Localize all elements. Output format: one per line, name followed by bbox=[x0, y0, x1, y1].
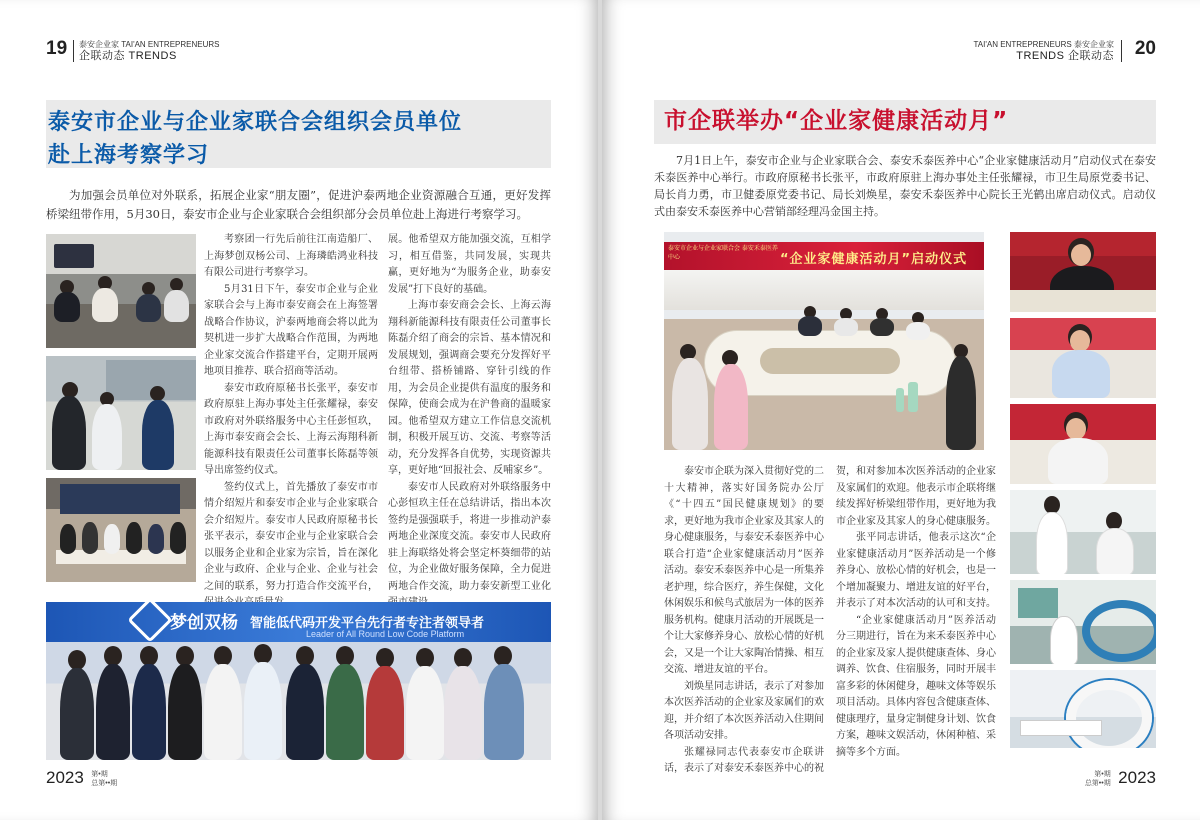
section-name: TRENDS 企联动态 bbox=[1016, 50, 1114, 62]
paragraph: 5月31日下午，泰安市企业与企业家联合会与上海市泰安商会在上海签署战略合作协议，沪泰两地商会将以此为契机进一步扩大战略合作范围，为两地企业家交流合作搭建平台，定期开展两地项目推荐、联合招商等活动。 bbox=[204, 283, 378, 377]
paragraph: “企业家健康活动月”医养活动分三期进行，旨在为来禾泰医养中心的企业家及家人提供健康查体、身心调养、饮食、住宿服务，同时开展丰富多彩的休闲健身，趣味文体等娱乐项目活动。具体内容包含健康查体、健康理疗，量身定制健身计划、饮食方案，趣味文娱活动，休闲种植、采摘等多个方面。 bbox=[836, 614, 996, 758]
page-number: 20 bbox=[1134, 38, 1156, 59]
right-footer bbox=[1085, 768, 1156, 788]
page-number: 19 bbox=[46, 38, 68, 59]
paragraph: 刘焕星同志讲话，表示了对参加本次医养活动的企业家及家属们的欢迎，并介绍了本次医养活动入住期间各项活动安排。 bbox=[664, 680, 824, 741]
header-divider bbox=[1121, 40, 1122, 62]
paragraph: 泰安市人民政府对外联络服务中心彭恒玖主任在总结讲话，指出本次签约是强强联手，将进一步推动沪泰两地企业深度交流。泰安市人民政府驻上海联络处将会坚定杯葵细带的站位，为企业做好服务保障，全力促进两地合作交流，助力泰安新型工业化 bbox=[388, 481, 551, 592]
right-page bbox=[602, 0, 1200, 820]
paragraph: 泰安市政府原秘书长张平，泰安市政府原驻上海办事处主任张耀禄，泰安市政府对外联络服务中心主任彭恒玖，上海市泰安商会会长、上海云海翔科新能源科技有限责任公司董事长陈磊等领导出席签约仪式。 bbox=[204, 382, 378, 476]
paragraph: 展。他希望双方能加强交流，互相学习，相互借鉴，共同发展，实现共赢，更好地为“为服务企业，助泰安发展”打下良好的基础。 bbox=[388, 234, 551, 295]
photo-launch-ceremony bbox=[664, 232, 984, 450]
left-text-column-2 bbox=[388, 232, 551, 612]
paragraph: 张平同志讲话，他表示这次“企业家健康活动月”医养活动是一个修养身心、放松心情的好机会，也是一个增加凝聚力、增进友谊的好平台，并表示了对本次活动的认可和支持。 bbox=[836, 532, 996, 609]
photo-signing-ceremony bbox=[46, 478, 196, 582]
footer-year: 2023 bbox=[1118, 768, 1156, 787]
article-lead: 7月1日上午，泰安市企业与企业家联合会、泰安禾泰医养中心“企业家健康活动月”启动仪式在泰安禾泰医养中心举行。市政府原秘书长张平，市政府原驻上海办事处主任张耀禄，市卫生局原党委书记、局长肖力勇，市卫健委原党委书记、局长刘焕星，泰安禾泰医养中心院长王光鹤出席启动仪式。启动仪式由泰安禾泰医养中心营销部经理冯金国主持。 bbox=[654, 154, 1156, 218]
banner-org: 泰安市企业与企业家联合会 泰安禾泰医养中心 bbox=[668, 245, 778, 261]
paragraph: 上海市泰安商会会长、上海云海翔科新能源科技有限责任公司董事长陈磊介绍了商会的宗旨、基本情况和发展规划，强调商会要充分发挥好平台纽带、搭桥铺路、穿针引线的作用，为会员企业提供有温度的服务和保障，使商会成为在沪鲁商的温暖家园。他希望双方建立工作信息交流机制，积极开展互访、交流、考察等活动，充分发挥各自优势，实现资源共享，更好地“回报社会、反哺家乡”。 bbox=[388, 300, 551, 476]
magazine-name: 泰安企业家 TAI'AN ENTREPRENEURS bbox=[79, 40, 220, 49]
paragraph: 张耀禄同志代表泰安市企联讲话，表示了对泰安禾泰医养中心的祝 bbox=[664, 746, 824, 774]
footer-issue: 第•期 bbox=[1094, 771, 1111, 778]
footer-issue: 第•期 bbox=[91, 771, 108, 778]
photo-physiotherapy bbox=[1010, 580, 1156, 664]
banner-title: “企业家健康活动月”启动仪式 bbox=[780, 252, 968, 267]
paragraph: 考察团一行先后前往江南造船厂、上海梦创双杨公司、上海璘皓鸿业科技有限公司进行考察学习。 bbox=[204, 234, 378, 278]
right-text-column-2 bbox=[836, 464, 996, 761]
photo-speaker-2 bbox=[1010, 318, 1156, 398]
article-title-line2: 赴上海考察学习 bbox=[48, 143, 210, 168]
paragraph: 泰安市企联为深入贯彻好党的二十大精神，落实好国务院办公厅《“十四五”国民健康规划》的要求，更好地为我市企业家及其家人的身心健康服务，与泰安禾泰医养中心联合打造“企业家健康活动月”医养活动。泰安禾泰医养中心是一所集养老护理，综合医疗，养生保健，文化休闲娱乐和候鸟式旅居为一体的医养服务机构。健康月活动的开展既是一个让大家修养身心、放松心情的好机会，又是一个让大家陶冶情操、相互交流、增进友谊的平台。 bbox=[664, 466, 824, 675]
footer-total-issue: 总第••期 bbox=[1084, 780, 1111, 787]
photo-speaker-3 bbox=[1010, 404, 1156, 484]
article-title bbox=[48, 106, 548, 172]
article-title-line1: 泰安市企业与企业家联合会组织会员单位 bbox=[48, 110, 463, 135]
article-lead: 为加强会员单位对外联系，拓展企业家“朋友圈”，促进沪泰两地企业资源融合互通，更好发挥桥梁纽带作用，5月30日，泰安市企业与企业家联合会组织部分会员单位赴上海进行考察学习。 bbox=[46, 188, 551, 221]
photo-group-delegation bbox=[46, 602, 551, 760]
photo-health-check bbox=[1010, 490, 1156, 574]
section-name: 企联动态 TRENDS bbox=[79, 50, 177, 62]
left-footer bbox=[46, 768, 117, 788]
paragraph: 签约仪式上，首先播放了泰安市市情介绍短片和泰安市企业与企业家联合会介绍短片。泰安市人民政府原秘书长张平表示，泰安市企业与企业家联合会以服务企业和企业家为宗旨，旨在深化企业与政府、企业与企业、企业与社会之间的联系，努力打造合作交流平台， bbox=[204, 481, 378, 592]
article-title: 市企联举办“企业家健康活动月” bbox=[664, 108, 1009, 134]
photo-visit-meeting bbox=[46, 234, 196, 348]
header-divider bbox=[73, 40, 74, 62]
banner-slogan: 智能低代码开发平台先行者专注者领导者 bbox=[250, 616, 485, 631]
banner-slogan-en: Leader of All Round Low Code Platform bbox=[306, 629, 465, 639]
photo-medical-equipment bbox=[1010, 670, 1156, 748]
left-page bbox=[0, 0, 598, 820]
banner-brand: 梦创双杨 bbox=[170, 613, 238, 633]
right-text-column-1 bbox=[664, 464, 824, 778]
paragraph: 贺，和对参加本次医养活动的企业家及家属们的欢迎。他表示市企联将继续发挥好桥梁纽带作用，更好地为我市企业家及其家人的身心健康服务。 bbox=[836, 466, 996, 527]
right-header bbox=[896, 38, 1156, 64]
photo-speaker-1 bbox=[1010, 232, 1156, 312]
footer-year: 2023 bbox=[46, 768, 84, 787]
magazine-name: TAI'AN ENTREPRENEURS 泰安企业家 bbox=[973, 40, 1114, 49]
photo-factory-visit bbox=[46, 356, 196, 470]
footer-total-issue: 总第••期 bbox=[91, 780, 118, 787]
left-text-column-1 bbox=[204, 232, 378, 612]
